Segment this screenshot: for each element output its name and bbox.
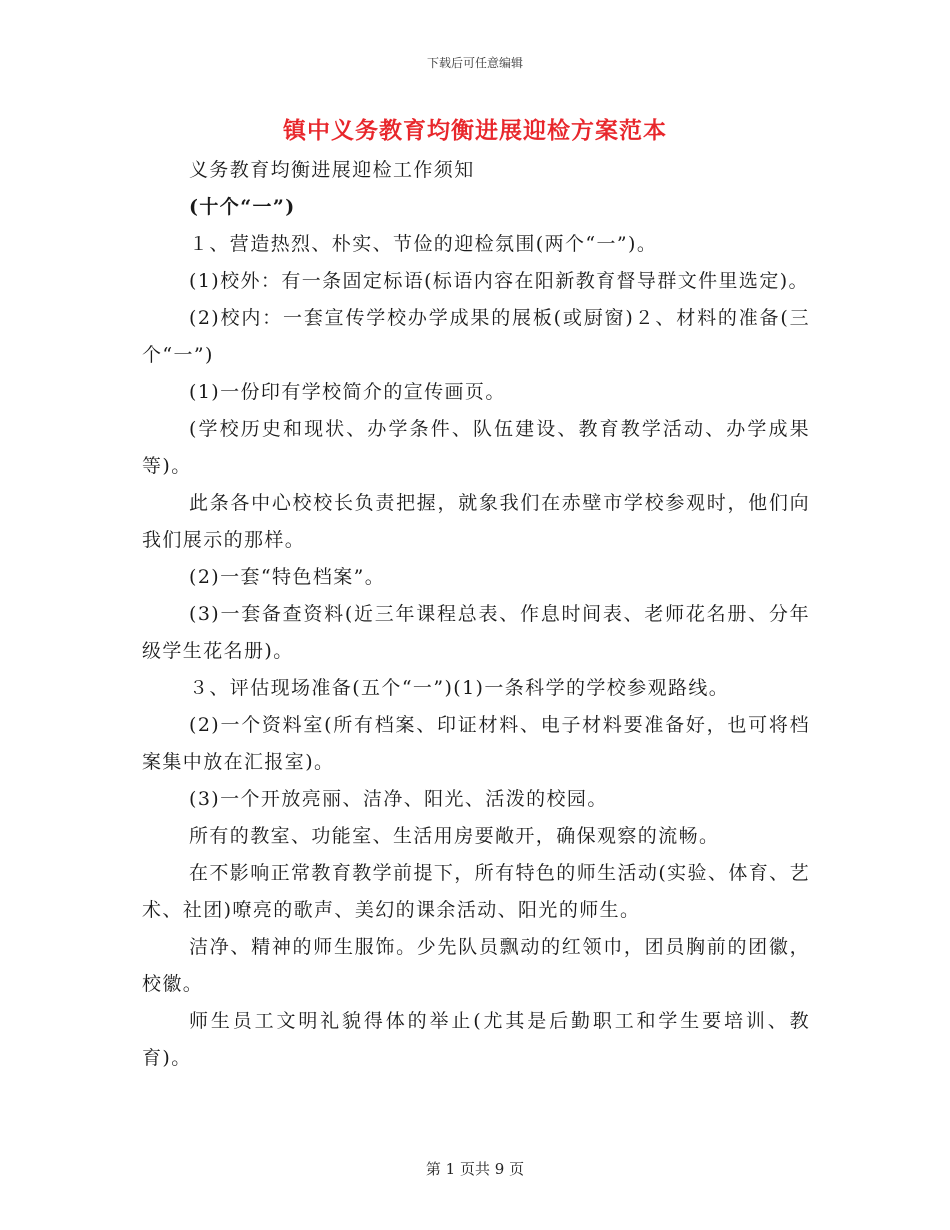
paragraph-item-2-1-note: 此条各中心校校长负责把握，就象我们在赤壁市学校参观时，他们向我们展示的那样。 xyxy=(142,492,810,551)
header-note: 下载后可任意编辑 xyxy=(426,56,523,70)
paragraph-section-count: (十个“一”) xyxy=(189,196,296,218)
paragraph-item-1-2: (2)校内：一套宣传学校办学成果的展板(或厨窗)２、材料的准备(三个“一”) xyxy=(142,307,810,366)
paragraph-activities: 在不影响正常教育教学前提下，所有特色的师生活动(实验、体育、艺术、社团)嘹亮的歌声、美幻的课余活动、阳光的师生。 xyxy=(142,862,810,921)
paragraph-item-3-2: (2)一个资料室(所有档案、印证材料、电子材料要准备好，也可将档案集中放在汇报室)。 xyxy=(142,714,810,773)
page-number: 第 1 页共 9 页 xyxy=(425,1160,525,1178)
paragraph-item-2-2: (2)一套“特色档案”。 xyxy=(189,566,386,588)
paragraph-item-2-1-detail: (学校历史和现状、办学条件、队伍建设、教育教学活动、办学成果等)。 xyxy=(142,418,810,477)
paragraph-item-2-3: (3)一套备查资料(近三年课程总表、作息时间表、老师花名册、分年级学生花名册)。 xyxy=(142,603,810,662)
paragraph-item-3: ３、评估现场准备(五个“一”)(1)一条科学的学校参观路线。 xyxy=(189,677,730,699)
paragraph-subtitle: 义务教育均衡进展迎检工作须知 xyxy=(189,159,475,181)
paragraph-classrooms: 所有的教室、功能室、生活用房要敞开，确保观察的流畅。 xyxy=(189,825,720,847)
paragraph-conduct: 师生员工文明礼貌得体的举止(尤其是后勤职工和学生要培训、教育)。 xyxy=(142,1010,810,1069)
paragraph-item-1-1: (1)校外：有一条固定标语(标语内容在阳新教育督导群文件里选定)。 xyxy=(189,270,809,292)
document-title: 镇中义务教育均衡进展迎检方案范本 xyxy=(283,117,667,144)
paragraph-item-3-3: (3)一个开放亮丽、洁净、阳光、活泼的校园。 xyxy=(189,788,608,810)
paragraph-item-2-1: (1)一份印有学校简介的宣传画页。 xyxy=(189,381,506,403)
paragraph-attire: 洁净、精神的师生服饰。少先队员飘动的红领巾，团员胸前的团徽，校徽。 xyxy=(142,936,810,995)
paragraph-item-1: １、营造热烈、朴实、节俭的迎检氛围(两个“一”)。 xyxy=(189,233,658,255)
document-body xyxy=(142,152,810,1077)
